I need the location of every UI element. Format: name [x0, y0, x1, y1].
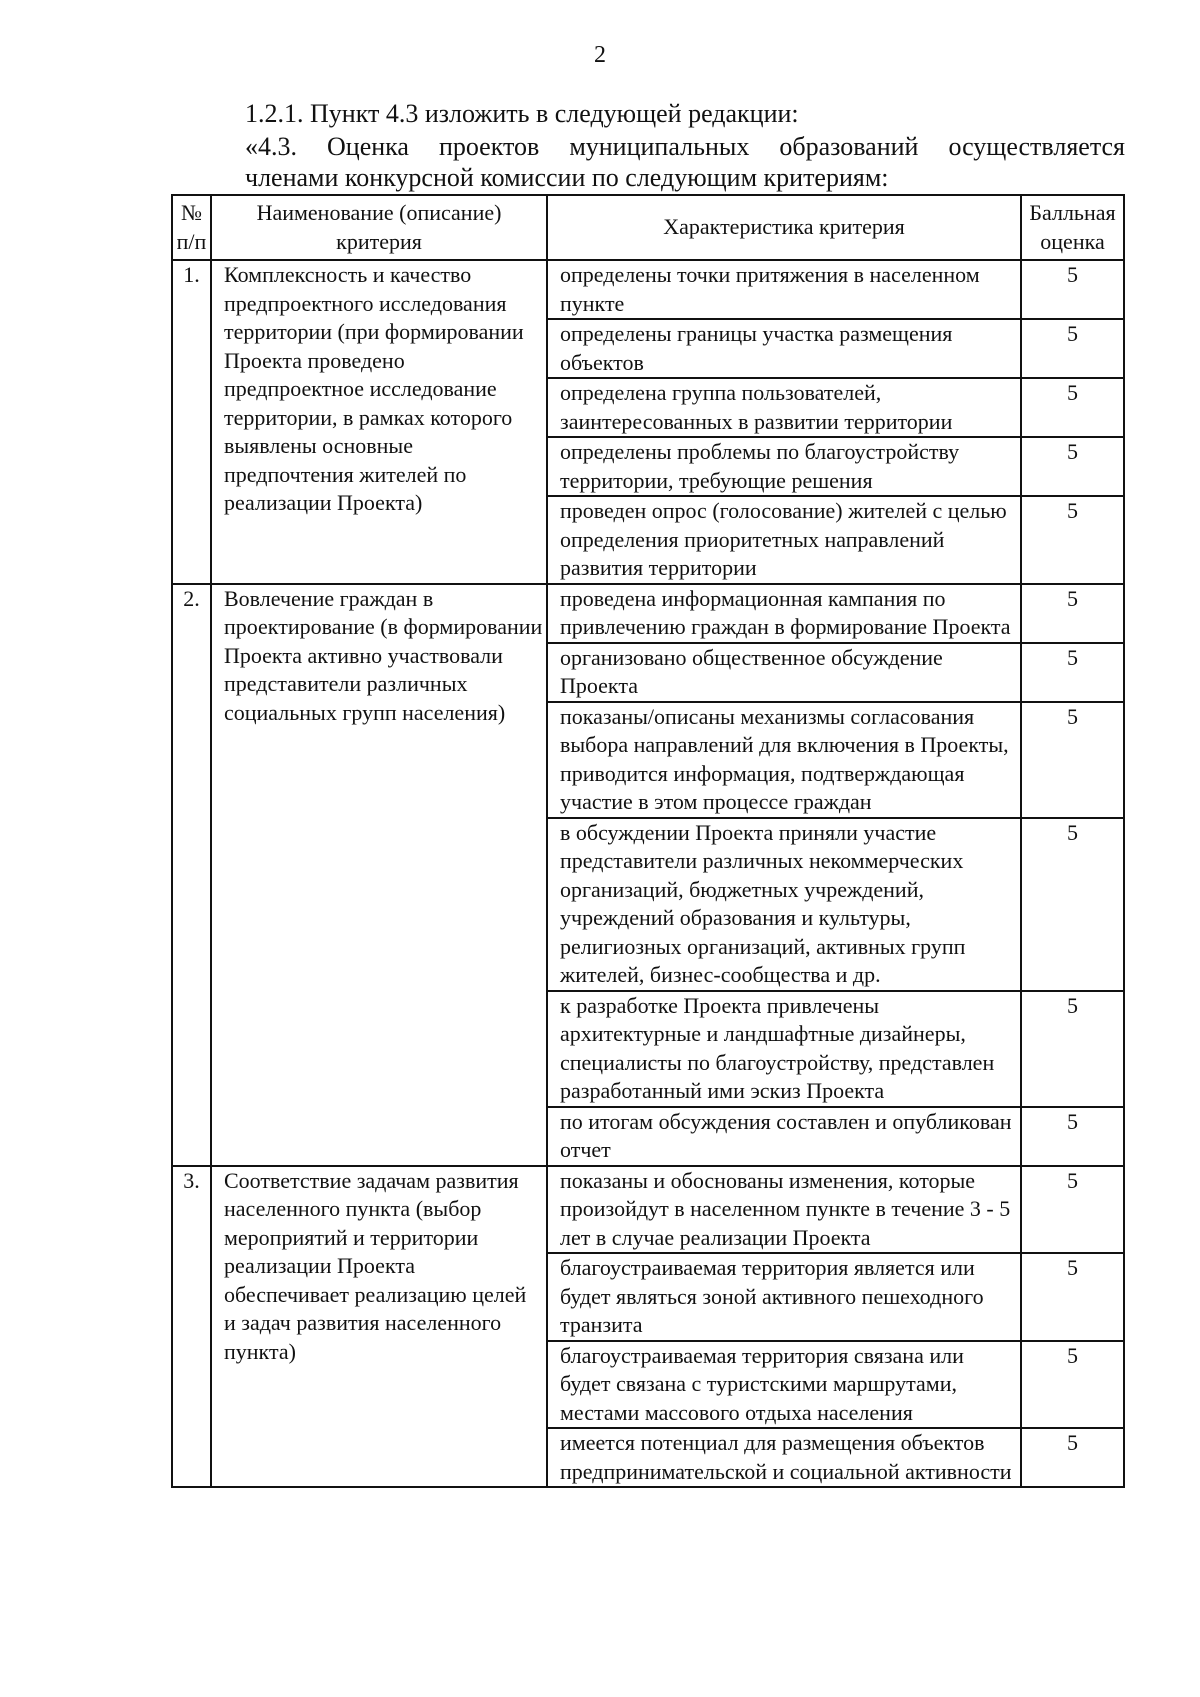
intro-line-1: 1.2.1. Пункт 4.3 изложить в следующей редакции: — [245, 99, 799, 128]
header-num: № п/п — [172, 195, 211, 260]
criterion-score: 5 — [1021, 496, 1124, 584]
criterion-characteristic: определены проблемы по благоустройству территории, требующие решения — [547, 437, 1021, 496]
criterion-characteristic: к разработке Проекта привлечены архитектурные и ландшафтные дизайнеры, специалисты по благоустройству, представлен разработанный ими эскиз Проекта — [547, 991, 1021, 1107]
criterion-characteristic: имеется потенциал для размещения объектов предпринимательской и социальной активности — [547, 1428, 1021, 1487]
header-name: Наименование (описание) критерия — [211, 195, 547, 260]
criteria-table — [171, 194, 1125, 1488]
criterion-number: 3. — [172, 1166, 211, 1488]
table-row — [172, 260, 1124, 319]
criterion-characteristic: благоустраиваемая территория связана или будет связана с туристскими маршрутами, местами массового отдыха населения — [547, 1341, 1021, 1429]
criterion-characteristic: показаны и обоснованы изменения, которые произойдут в населенном пункте в течение 3 - 5 лет в случае реализации Проекта — [547, 1166, 1021, 1254]
table-row — [172, 1166, 1124, 1254]
criterion-score: 5 — [1021, 818, 1124, 991]
criterion-characteristic: определены точки притяжения в населенном пункте — [547, 260, 1021, 319]
criterion-number: 1. — [172, 260, 211, 584]
criterion-characteristic: по итогам обсуждения составлен и опубликован отчет — [547, 1107, 1021, 1166]
header-score: Балльная оценка — [1021, 195, 1124, 260]
criterion-score: 5 — [1021, 378, 1124, 437]
criterion-score: 5 — [1021, 319, 1124, 378]
criterion-score: 5 — [1021, 991, 1124, 1107]
criterion-characteristic: в обсуждении Проекта приняли участие представители различных некоммерческих организаций, бюджетных учреждений, учреждений образования и культуры, религиозных организаций, активных групп жителей, бизнес-сообщества и др. — [547, 818, 1021, 991]
intro-line-3: членами конкурсной комиссии по следующим критериям: — [245, 163, 889, 192]
criterion-score: 5 — [1021, 584, 1124, 643]
criterion-characteristic: показаны/описаны механизмы согласования выбора направлений для включения в Проекты, приводится информация, подтверждающая участие в этом процессе граждан — [547, 702, 1021, 818]
header-characteristic: Характеристика критерия — [547, 195, 1021, 260]
criterion-score: 5 — [1021, 1428, 1124, 1487]
criterion-characteristic: определены границы участка размещения объектов — [547, 319, 1021, 378]
table-header-row — [172, 195, 1124, 260]
criterion-score: 5 — [1021, 437, 1124, 496]
page-number: 2 — [594, 42, 606, 68]
criterion-score: 5 — [1021, 1166, 1124, 1254]
intro-line-2: «4.3. Оценка проектов муниципальных образований осуществляется — [245, 132, 1125, 161]
criterion-characteristic: проведен опрос (голосование) жителей с целью определения приоритетных направлений развития территории — [547, 496, 1021, 584]
criteria-table-body — [172, 260, 1124, 1487]
criterion-number: 2. — [172, 584, 211, 1166]
criterion-score: 5 — [1021, 1253, 1124, 1341]
criterion-characteristic: благоустраиваемая территория является или будет являться зоной активного пешеходного транзита — [547, 1253, 1021, 1341]
table-row — [172, 584, 1124, 643]
criterion-score: 5 — [1021, 702, 1124, 818]
criterion-characteristic: проведена информационная кампания по привлечению граждан в формирование Проекта — [547, 584, 1021, 643]
criterion-characteristic: организовано общественное обсуждение Проекта — [547, 643, 1021, 702]
criterion-score: 5 — [1021, 643, 1124, 702]
criterion-score: 5 — [1021, 260, 1124, 319]
criterion-score: 5 — [1021, 1341, 1124, 1429]
criterion-name: Комплексность и качество предпроектного исследования территории (при формировании Проекта проведено предпроектное исследование территории, в рамках которого выявлены основные предпочтения жителей по реализации Проекта) — [211, 260, 547, 584]
criterion-name: Вовлечение граждан в проектирование (в формировании Проекта активно участвовали представители различных социальных групп населения) — [211, 584, 547, 1166]
criterion-score: 5 — [1021, 1107, 1124, 1166]
criterion-characteristic: определена группа пользователей, заинтересованных в развитии территории — [547, 378, 1021, 437]
criterion-name: Соответствие задачам развития населенного пункта (выбор мероприятий и территории реализации Проекта обеспечивает реализацию целей и задач развития населенного пункта) — [211, 1166, 547, 1488]
